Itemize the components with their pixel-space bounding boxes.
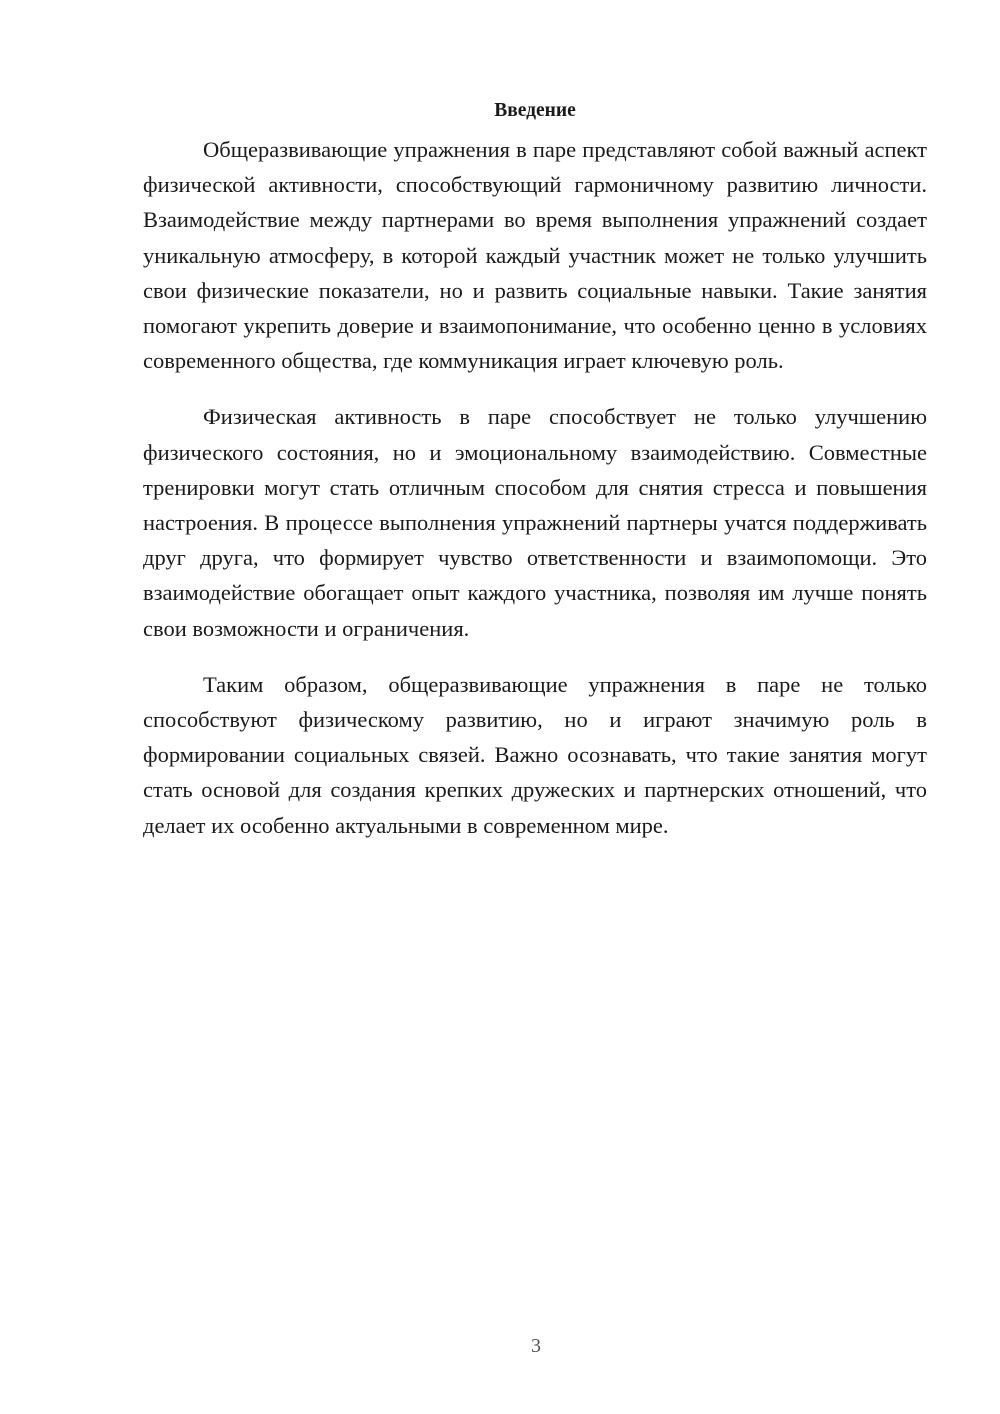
paragraph-2: Физическая активность в паре способствует не только улучшению физического состояния, но и эмоциональному взаимодействию. Совместные тренировки могут стать отличным способом для снятия стресса и повышения настроения. В процессе выполнения упражнений партнеры учатся поддерживать друг друга, что формирует чувство ответственности и взаимопомощи. Это взаимодействие обогащает опыт каждого участника, позволяя им лучше понять свои возможности и ограничения. xyxy=(143,404,927,641)
page-number: 3 xyxy=(531,1335,541,1357)
section-heading: Введение xyxy=(494,100,576,121)
page-content xyxy=(143,96,927,864)
paragraph-1: Общеразвивающие упражнения в паре представляют собой важный аспект физической активности, способствующий гармоничному развитию личности. Взаимодействие между партнерами во время выполнения упражнений создает уникальную атмосферу, в которой каждый участник может не только улучшить свои физические показатели, но и развить социальные навыки. Такие занятия помогают укрепить доверие и взаимопонимание, что особенно ценно в условиях современного общества, где коммуникация играет ключевую роль. xyxy=(143,137,927,374)
paragraph-3: Таким образом, общеразвивающие упражнения в паре не только способствуют физическому развитию, но и играют значимую роль в формировании социальных связей. Важно осознавать, что такие занятия могут стать основой для создания крепких дружеских и партнерских отношений, что делает их особенно актуальными в современном мире. xyxy=(143,671,927,838)
